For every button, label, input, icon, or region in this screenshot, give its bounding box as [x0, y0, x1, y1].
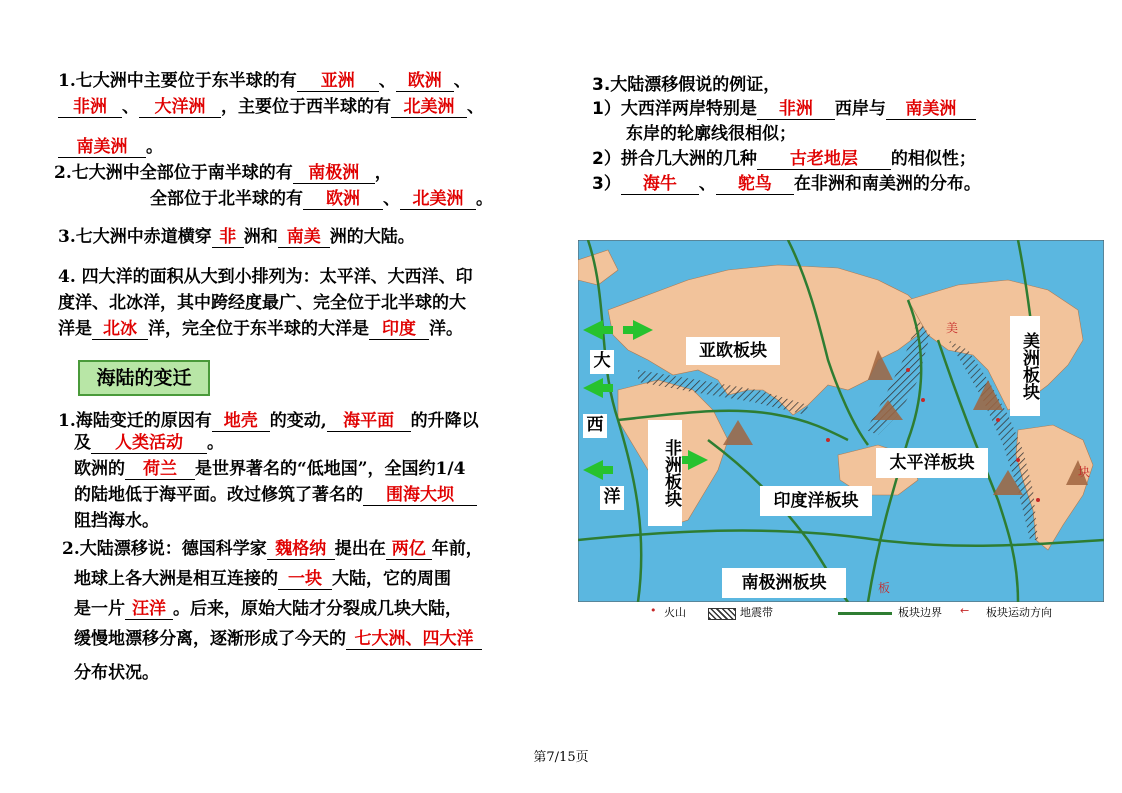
r-line2: 东岸的轮廓线很相似；: [626, 124, 796, 144]
s1-line5: 阻挡海水。: [74, 511, 159, 531]
q4-line3: 洋是 北冰 洋，完全位于东半球的大洋是 印度 洋。: [58, 319, 463, 339]
blank: 北美洲: [391, 97, 467, 118]
label-eurasia-plate: 亚欧板块: [686, 337, 780, 365]
q4-line2: 度洋、北冰洋，其中跨经度最广、完全位于北半球的大: [58, 293, 466, 313]
q3-line: 3.七大洲中赤道横穿 非 洲和 南美 洲的大陆。: [58, 227, 415, 247]
q1-line1: 1.七大洲中主要位于东半球的有 亚洲 、 欧洲 、: [58, 71, 471, 91]
label-atlantic-2: 西: [583, 414, 607, 438]
blank: 南极洲: [293, 163, 375, 184]
blank: 两亿: [386, 539, 432, 560]
r-line1: 1）大西洋两岸特别是 非洲 西岸与 南美洲: [592, 98, 976, 120]
r-line4: 3） 海牛 、 鸵鸟 在非洲和南美洲的分布。: [592, 174, 981, 194]
s1-line4: 的陆地低于海平面。改过修筑了著名的 围海大坝: [74, 484, 477, 506]
blank: 古老地层: [757, 149, 891, 170]
blank: 北冰: [92, 319, 148, 340]
s1-line3: 欧洲的 荷兰 是世界著名的“低地国”，全国约1/4: [74, 459, 466, 479]
legend-quake: 地震带: [740, 606, 773, 619]
label-america-plate: 美洲板块: [1010, 316, 1040, 416]
blank: 亚洲: [297, 71, 379, 92]
page-footer: 第7/15页: [533, 750, 589, 765]
blank: 人类活动: [91, 433, 207, 454]
blank: 欧洲: [303, 189, 383, 210]
blank: 北美洲: [400, 189, 476, 210]
map-text-ban: 板: [878, 581, 891, 595]
blank: 非洲: [757, 99, 835, 120]
q1-line2: 非洲 、 大洋洲 ，主要位于西半球的有 北美洲 、: [58, 96, 484, 118]
blank: 欧洲: [396, 71, 454, 92]
blank: 南美洲: [58, 137, 146, 158]
s2-line4: 缓慢地漂移分离，逐渐形成了今天的 七大洲、四大洋: [74, 628, 482, 650]
legend-volcano-icon: •: [650, 604, 657, 617]
label-atlantic-1: 大: [590, 350, 614, 374]
section-title: 海陆的变迁: [78, 360, 210, 396]
legend-volcano: 火山: [664, 606, 686, 619]
s1-line1: 1.海陆变迁的原因有 地壳 的变动, 海平面 的升降以: [58, 411, 479, 431]
blank: 南美洲: [886, 99, 976, 120]
legend-boundary: 板块边界: [898, 606, 942, 619]
legend-motion: 板块运动方向: [986, 606, 1052, 619]
legend-motion-icon: ←: [960, 604, 970, 617]
blank: 一块: [278, 569, 332, 590]
label-antarctic-plate: 南极洲板块: [722, 568, 846, 598]
blank: 荷兰: [125, 459, 195, 480]
blank: 地壳: [212, 411, 270, 432]
q1-line3: 南美洲 。: [58, 136, 163, 158]
q4-line1: 4. 四大洋的面积从大到小排列为：太平洋、大西洋、印: [58, 267, 473, 287]
r-line3: 2）拼合几大洲的几种 古老地层 的相似性；: [592, 149, 976, 169]
blank: 南美: [278, 227, 330, 248]
blank: 海牛: [621, 174, 699, 195]
label-africa-plate: 非洲板块: [648, 420, 682, 526]
blank: 非: [212, 227, 244, 248]
legend-quake-icon: [708, 608, 736, 620]
map-text-kuai: 块: [1078, 465, 1091, 479]
s1-line2: 及 人类活动 。: [74, 433, 224, 453]
blank: 魏格纳: [267, 539, 335, 560]
blank: 海平面: [327, 411, 411, 432]
blank: 鸵鸟: [716, 174, 794, 195]
q2-line1: 2.七大洲中全部位于南半球的有 南极洲 ，: [54, 163, 392, 183]
map-text-mei: 美: [946, 321, 959, 335]
s2-line5: 分布状况。: [74, 663, 159, 683]
blank: 印度: [369, 319, 429, 340]
q2-line2: 全部位于北半球的有 欧洲 、 北美洲 。: [150, 189, 493, 209]
blank: 七大洲、四大洋: [346, 629, 482, 650]
s2-line3: 是一片 汪洋 。后来，原始大陆才分裂成几块大陆，: [74, 599, 462, 619]
blank: 围海大坝: [363, 485, 477, 506]
label-pacific-plate: 太平洋板块: [876, 448, 988, 478]
blank: 大洋洲: [139, 97, 221, 118]
blank: 非洲: [58, 97, 122, 118]
label-indian-plate: 印度洋板块: [760, 486, 872, 516]
s2-line2: 地球上各大洲是相互连接的 一块 大陆，它的周围: [74, 569, 451, 589]
label-atlantic-3: 洋: [600, 486, 624, 510]
legend-boundary-icon: [838, 612, 892, 615]
blank: 汪洋: [125, 599, 173, 620]
r-title: 3.大陆漂移假说的例证，: [592, 75, 781, 95]
s2-line1: 2.大陆漂移说：德国科学家 魏格纳 提出在 两亿 年前，: [62, 539, 483, 559]
